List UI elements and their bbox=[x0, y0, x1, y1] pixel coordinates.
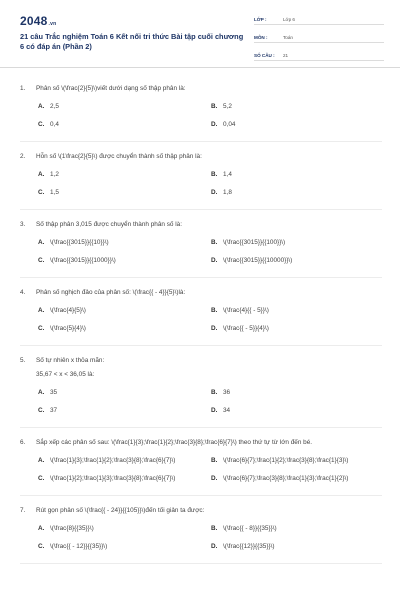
option-letter: A. bbox=[38, 239, 45, 246]
option-letter: B. bbox=[211, 239, 218, 246]
option-d[interactable] bbox=[211, 120, 384, 129]
option-text: \(\frac{5}{4}\) bbox=[50, 325, 86, 332]
question-text bbox=[20, 506, 382, 516]
option-b[interactable] bbox=[211, 456, 384, 465]
question-number: 6. bbox=[20, 439, 26, 446]
question-body: Rút gọn phân số \(\frac{{ - 24}}{{105}}\)đến tối giản ta được: bbox=[36, 507, 205, 514]
question-line-2: 35,67 < x < 36,05 là: bbox=[36, 371, 95, 378]
option-letter: A. bbox=[38, 389, 45, 396]
option-a[interactable] bbox=[38, 102, 211, 111]
question-text bbox=[20, 438, 382, 448]
option-text: 0,4 bbox=[50, 121, 59, 128]
option-text: \(\frac{8}{{35}}\) bbox=[50, 525, 94, 532]
option-letter: D. bbox=[211, 325, 218, 332]
option-group bbox=[20, 524, 382, 551]
option-letter: B. bbox=[211, 307, 218, 314]
option-letter: C. bbox=[38, 543, 45, 550]
question-number: 4. bbox=[20, 289, 26, 296]
meta-subject-row bbox=[254, 29, 384, 43]
option-text: \(\frac{4}{5}\) bbox=[50, 307, 86, 314]
option-letter: B. bbox=[211, 457, 218, 464]
question-number: 2. bbox=[20, 153, 26, 160]
question-2 bbox=[20, 152, 382, 210]
option-c[interactable] bbox=[38, 324, 211, 333]
option-letter: C. bbox=[38, 325, 45, 332]
option-group bbox=[20, 388, 382, 415]
meta-count-label: SỐ CÂU : bbox=[254, 53, 275, 58]
option-text: \(\frac{6}{7};\frac{3}{8};\frac{1}{3};\frac{1}{2}\) bbox=[223, 475, 349, 482]
option-text: 1,5 bbox=[50, 189, 59, 196]
option-d[interactable] bbox=[211, 474, 384, 483]
option-c[interactable] bbox=[38, 474, 211, 483]
option-group bbox=[20, 456, 382, 483]
option-letter: D. bbox=[211, 189, 218, 196]
option-c[interactable] bbox=[38, 406, 211, 415]
option-b[interactable] bbox=[211, 388, 384, 397]
option-letter: D. bbox=[211, 475, 218, 482]
option-text: \(\frac{{3015}}{{100}}\) bbox=[223, 239, 286, 246]
question-body: Phân số nghịch đảo của phân số: \(\frac{{ - 4}}{5}\)là: bbox=[36, 289, 186, 296]
question-number: 5. bbox=[20, 357, 26, 364]
question-text bbox=[20, 356, 382, 380]
option-text: 36 bbox=[223, 389, 231, 396]
question-body: Số thập phân 3,015 được chuyển thành phân số là: bbox=[36, 221, 182, 228]
meta-class-value: Lớp 6 bbox=[283, 17, 295, 22]
option-a[interactable] bbox=[38, 306, 211, 315]
meta-class-label: LỚP : bbox=[254, 17, 267, 22]
option-letter: D. bbox=[211, 257, 218, 264]
option-text: 37 bbox=[50, 407, 58, 414]
question-number: 1. bbox=[20, 85, 26, 92]
option-d[interactable] bbox=[211, 324, 384, 333]
question-7 bbox=[20, 506, 382, 564]
option-b[interactable] bbox=[211, 524, 384, 533]
question-text bbox=[20, 152, 382, 162]
option-group bbox=[20, 238, 382, 265]
option-text: \(\frac{{ - 12}}{{35}}\) bbox=[50, 543, 108, 550]
option-letter: B. bbox=[211, 389, 218, 396]
option-letter: A. bbox=[38, 457, 45, 464]
question-text bbox=[20, 84, 382, 94]
option-text: \(\frac{1}{3};\frac{1}{2};\frac{3}{8};\frac{6}{7}\) bbox=[50, 457, 176, 464]
option-c[interactable] bbox=[38, 188, 211, 197]
meta-info bbox=[254, 11, 384, 65]
option-text: \(\frac{4}{{ - 5}}\) bbox=[223, 307, 269, 314]
question-4 bbox=[20, 288, 382, 346]
option-letter: C. bbox=[38, 475, 45, 482]
question-1 bbox=[20, 84, 382, 142]
option-text: \(\frac{{3015}}{{1000}}\) bbox=[50, 257, 116, 264]
option-text: 5,2 bbox=[223, 103, 232, 110]
page-header bbox=[0, 0, 400, 68]
option-b[interactable] bbox=[211, 170, 384, 179]
option-text: \(\frac{{3015}}{{10}}\) bbox=[50, 239, 109, 246]
option-letter: C. bbox=[38, 407, 45, 414]
question-3 bbox=[20, 220, 382, 278]
option-d[interactable] bbox=[211, 406, 384, 415]
question-body: Hỗn số \(1\frac{2}{5}\) được chuyển thành số thập phân là: bbox=[36, 153, 202, 160]
question-number: 7. bbox=[20, 507, 26, 514]
option-letter: B. bbox=[211, 171, 218, 178]
option-text: 1,8 bbox=[223, 189, 232, 196]
option-letter: A. bbox=[38, 525, 45, 532]
option-b[interactable] bbox=[211, 306, 384, 315]
option-b[interactable] bbox=[211, 102, 384, 111]
option-letter: A. bbox=[38, 307, 45, 314]
option-letter: A. bbox=[38, 171, 45, 178]
option-letter: C. bbox=[38, 189, 45, 196]
option-c[interactable] bbox=[38, 120, 211, 129]
option-letter: C. bbox=[38, 257, 45, 264]
option-a[interactable] bbox=[38, 524, 211, 533]
question-text bbox=[20, 220, 382, 230]
option-text: 1,2 bbox=[50, 171, 59, 178]
option-group bbox=[20, 170, 382, 197]
option-d[interactable] bbox=[211, 256, 384, 265]
question-list bbox=[20, 84, 382, 574]
option-text: 35 bbox=[50, 389, 58, 396]
meta-count-row bbox=[254, 47, 384, 61]
option-text: 2,5 bbox=[50, 103, 59, 110]
question-number: 3. bbox=[20, 221, 26, 228]
option-text: \(\frac{6}{7};\frac{1}{2};\frac{3}{8};\frac{1}{3}\) bbox=[223, 457, 349, 464]
question-5 bbox=[20, 356, 382, 428]
meta-count-value: 21 bbox=[283, 53, 289, 58]
option-a[interactable] bbox=[38, 388, 211, 397]
option-text: \(\frac{{ - 8}}{{35}}\) bbox=[223, 525, 277, 532]
option-letter: B. bbox=[211, 103, 218, 110]
question-line-1: Số tự nhiên x thỏa mãn: bbox=[36, 357, 105, 364]
option-text: \(\frac{1}{2};\frac{1}{3};\frac{3}{8};\frac{6}{7}\) bbox=[50, 475, 176, 482]
question-6 bbox=[20, 438, 382, 496]
option-letter: D. bbox=[211, 543, 218, 550]
option-text: \(\frac{{3015}}{{10000}}\) bbox=[223, 257, 293, 264]
logo-text: 2048 bbox=[20, 14, 48, 28]
question-text bbox=[20, 288, 382, 298]
meta-subject-value: Toán bbox=[283, 35, 293, 40]
option-letter: D. bbox=[211, 407, 218, 414]
option-letter: B. bbox=[211, 525, 218, 532]
option-a[interactable] bbox=[38, 170, 211, 179]
question-body bbox=[36, 356, 382, 380]
meta-subject-label: MÔN : bbox=[254, 35, 268, 40]
site-logo[interactable] bbox=[20, 14, 56, 28]
option-letter: D. bbox=[211, 121, 218, 128]
meta-class-row bbox=[254, 11, 384, 25]
question-body: Phân số \(\frac{2}{5}\)viết dưới dạng số thập phân là: bbox=[36, 85, 186, 92]
option-letter: A. bbox=[38, 103, 45, 110]
option-group bbox=[20, 102, 382, 129]
logo-suffix: .vn bbox=[48, 21, 57, 27]
option-a[interactable] bbox=[38, 238, 211, 247]
option-a[interactable] bbox=[38, 456, 211, 465]
option-text: 0,04 bbox=[223, 121, 236, 128]
option-letter: C. bbox=[38, 121, 45, 128]
option-text: 34 bbox=[223, 407, 231, 414]
option-text: \(\frac{{12}}{{35}}\) bbox=[223, 543, 275, 550]
option-text: \(\frac{{ - 5}}{4}\) bbox=[223, 325, 269, 332]
option-d[interactable] bbox=[211, 188, 384, 197]
question-body: Sắp xếp các phân số sau: \(\frac{1}{3};\frac{1}{2};\frac{3}{8};\frac{6}{7}\) theo thứ tự từ lớn đến bé. bbox=[36, 439, 313, 446]
option-text: 1,4 bbox=[223, 171, 232, 178]
option-c[interactable] bbox=[38, 256, 211, 265]
document-title: 21 câu Trắc nghiệm Toán 6 Kết nối tri thức Bài tập cuối chương 6 có đáp án (Phần 2) bbox=[20, 32, 244, 51]
option-group bbox=[20, 306, 382, 333]
option-d[interactable] bbox=[211, 542, 384, 551]
option-b[interactable] bbox=[211, 238, 384, 247]
option-c[interactable] bbox=[38, 542, 211, 551]
